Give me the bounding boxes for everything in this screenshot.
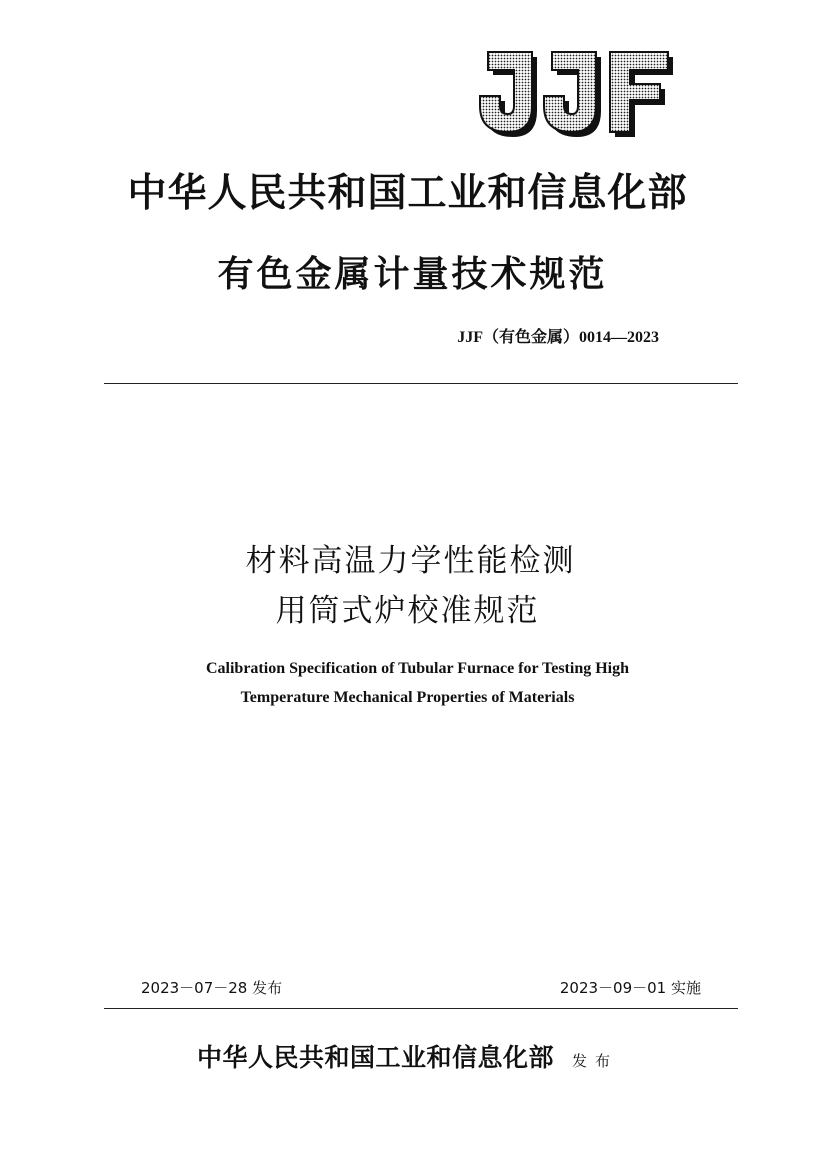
bottom-divider [104, 1008, 738, 1009]
specification-number: JJF（有色金属）0014—2023 [457, 329, 659, 346]
issuer-name: 中华人民共和国工业和信息化部 [196, 1043, 554, 1072]
logo-letter-j1 [480, 52, 532, 132]
top-divider [104, 383, 738, 384]
title-chinese-line-2: 用筒式炉校准规范 [275, 593, 540, 629]
title-chinese-line-1: 材料高温力学性能检测 [245, 543, 576, 579]
specification-series: 有色金属计量技术规范 [217, 253, 608, 295]
logo-letter-j2 [544, 52, 596, 132]
logo-letter-f [610, 52, 668, 132]
issue-date: 2023－07－28 发布 [141, 979, 283, 997]
title-english-line-2: Temperature Mechanical Properties of Materials [240, 689, 575, 706]
issued-label: 发布 [572, 1052, 619, 1070]
implementation-date: 2023－09－01 实施 [559, 979, 701, 997]
title-english-line-1: Calibration Specification of Tubular Furnace for Testing High [205, 660, 630, 677]
issuer-line [0, 1038, 815, 1074]
jjf-logo [470, 48, 680, 140]
ministry-name: 中华人民共和国工业和信息化部 [127, 170, 688, 216]
